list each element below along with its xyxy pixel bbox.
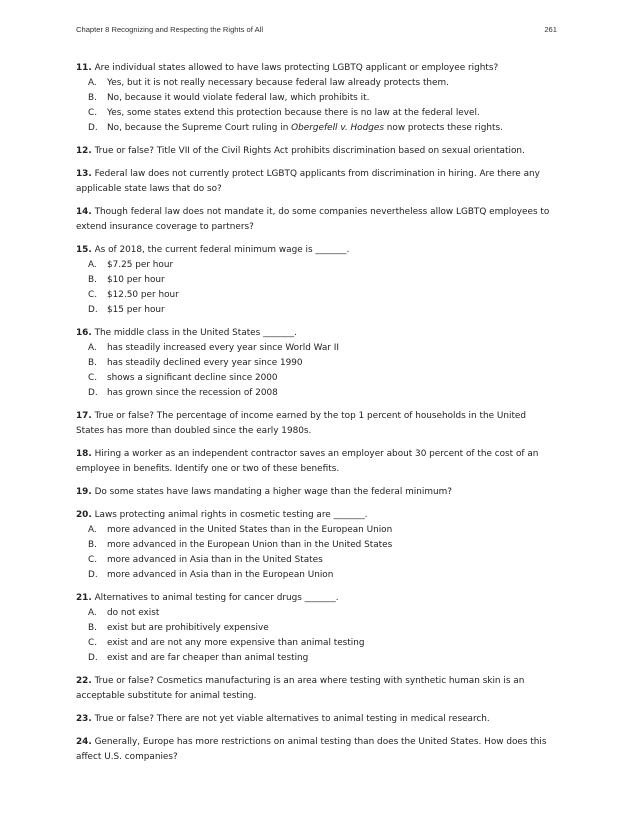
answer-options (76, 341, 556, 401)
question-item (76, 326, 556, 401)
question-stem: Generally, Europe has more restrictions on animal testing than does the United States. How does this affect U.S. companies? (76, 737, 547, 762)
question-text (76, 409, 556, 439)
question-text (76, 591, 556, 606)
question-stem: Alternatives to animal testing for cancer drugs _______. (94, 593, 339, 603)
answer-option (76, 636, 556, 651)
option-text: shows a significant decline since 2000 (107, 373, 278, 383)
question-stem: Hiring a worker as an independent contractor saves an employer about 30 percent of the cost of an employee in benefits. Identify one or two of these benefits. (76, 449, 539, 474)
answer-option (76, 651, 556, 666)
question-item (76, 591, 556, 666)
answer-options (76, 76, 556, 136)
answer-option (76, 386, 556, 401)
answer-option (76, 621, 556, 636)
answer-option (76, 288, 556, 303)
chapter-title: Chapter 8 Recognizing and Respecting the Rights of All (76, 25, 264, 34)
option-letter: A. (88, 525, 97, 535)
option-text: exist and are not any more expensive than animal testing (107, 638, 365, 648)
answer-option (76, 273, 556, 288)
question-number: 17. (76, 411, 92, 421)
option-text: Yes, but it is not really necessary because federal law already protects them. (107, 78, 449, 88)
answer-option (76, 568, 556, 583)
question-stem: As of 2018, the current federal minimum wage is _______. (94, 245, 350, 255)
answer-option (76, 356, 556, 371)
option-letter: A. (88, 343, 97, 353)
answer-option (76, 303, 556, 318)
question-item (76, 508, 556, 583)
question-number: 19. (76, 487, 92, 497)
option-letter: B. (88, 623, 97, 633)
question-number: 13. (76, 169, 92, 179)
question-text (76, 167, 556, 197)
question-item (76, 61, 556, 136)
option-text (107, 121, 556, 136)
answer-option (76, 523, 556, 538)
option-letter: D. (88, 388, 98, 398)
question-text (76, 674, 556, 704)
question-text (76, 508, 556, 523)
answer-option (76, 258, 556, 273)
option-letter: C. (88, 638, 98, 648)
question-stem: True or false? Cosmetics manufacturing is an area where testing with synthetic human skin is an acceptable substitute for animal testing. (76, 676, 525, 701)
question-stem: True or false? The percentage of income earned by the top 1 percent of households in the United States has more than doubled since the early 1980s. (76, 411, 527, 436)
option-text-part: now protects these rights. (383, 123, 503, 133)
answer-option (76, 606, 556, 621)
option-text: more advanced in Asia than in the United States (107, 555, 323, 565)
answer-option (76, 341, 556, 356)
answer-option (76, 76, 556, 91)
question-number: 15. (76, 245, 92, 255)
answer-option (76, 538, 556, 553)
option-text: $10 per hour (107, 275, 165, 285)
option-letter: C. (88, 290, 98, 300)
question-stem: Do some states have laws mandating a higher wage than the federal minimum? (94, 487, 452, 497)
option-letter: B. (88, 275, 97, 285)
answer-option (76, 106, 556, 121)
option-text: $15 per hour (107, 305, 165, 315)
option-letter: A. (88, 260, 97, 270)
question-number: 22. (76, 676, 92, 686)
question-item (76, 167, 556, 197)
question-item (76, 243, 556, 318)
question-text (76, 61, 556, 76)
option-text: $12.50 per hour (107, 290, 179, 300)
question-number: 24. (76, 737, 92, 747)
answer-options (76, 523, 556, 583)
running-header (76, 25, 557, 34)
question-item (76, 735, 556, 765)
question-number: 18. (76, 449, 92, 459)
question-item (76, 447, 556, 477)
question-stem: True or false? There are not yet viable alternatives to animal testing in medical research. (94, 714, 490, 724)
question-stem: Are individual states allowed to have laws protecting LGBTQ applicant or employee rights? (94, 63, 499, 73)
option-letter: C. (88, 373, 98, 383)
question-stem: Though federal law does not mandate it, do some companies nevertheless allow LGBTQ employees to extend insurance coverage to partners? (76, 207, 550, 232)
question-item (76, 485, 556, 500)
option-text: $7.25 per hour (107, 260, 174, 270)
option-text-part: No, because the Supreme Court ruling in (107, 123, 292, 133)
question-number: 20. (76, 510, 92, 520)
option-text: exist and are far cheaper than animal testing (107, 653, 309, 663)
option-letter: D. (88, 305, 98, 315)
answer-options (76, 258, 556, 318)
question-text (76, 735, 556, 765)
option-text: has grown since the recession of 2008 (107, 388, 278, 398)
option-letter: A. (88, 78, 97, 88)
option-text: more advanced in Asia than in the European Union (107, 570, 334, 580)
option-letter: D. (88, 570, 98, 580)
answer-option (76, 91, 556, 106)
option-text: has steadily declined every year since 1990 (107, 358, 303, 368)
option-letter: D. (88, 123, 98, 133)
question-number: 14. (76, 207, 92, 217)
option-letter: B. (88, 540, 97, 550)
question-stem: The middle class in the United States _______. (94, 328, 297, 338)
answer-option (76, 371, 556, 386)
question-stem: Federal law does not currently protect LGBTQ applicants from discrimination in hiring. Are there any applicable state laws that do so? (76, 169, 540, 194)
question-text (76, 447, 556, 477)
question-item (76, 712, 556, 727)
option-text: more advanced in the European Union than in the United States (107, 540, 393, 550)
question-stem: Laws protecting animal rights in cosmetic testing are _______. (94, 510, 368, 520)
option-letter: B. (88, 358, 97, 368)
page-number: 261 (544, 25, 557, 34)
option-letter: A. (88, 608, 97, 618)
question-number: 12. (76, 146, 92, 156)
question-number: 21. (76, 593, 92, 603)
option-text: has steadily increased every year since World War II (107, 343, 340, 353)
option-text: do not exist (107, 608, 160, 618)
question-stem: True or false? Title VII of the Civil Rights Act prohibits discrimination based on sexual orientation. (94, 146, 525, 156)
question-number: 11. (76, 63, 92, 73)
question-item (76, 205, 556, 235)
answer-option (76, 553, 556, 568)
question-list (76, 61, 556, 773)
question-text (76, 205, 556, 235)
option-text: Yes, some states extend this protection because there is no law at the federal level. (107, 108, 480, 118)
option-text: more advanced in the United States than in the European Union (107, 525, 393, 535)
option-letter: C. (88, 555, 98, 565)
question-text (76, 326, 556, 341)
question-item (76, 674, 556, 704)
option-letter: D. (88, 653, 98, 663)
question-number: 16. (76, 328, 92, 338)
option-text: No, because it would violate federal law, which prohibits it. (107, 93, 370, 103)
option-letter: B. (88, 93, 97, 103)
question-text (76, 712, 556, 727)
question-item (76, 409, 556, 439)
question-text (76, 485, 556, 500)
question-text (76, 243, 556, 258)
option-letter: C. (88, 108, 98, 118)
question-text (76, 144, 556, 159)
answer-options (76, 606, 556, 666)
question-number: 23. (76, 714, 92, 724)
option-text: exist but are prohibitively expensive (107, 623, 269, 633)
question-item (76, 144, 556, 159)
case-name: Obergefell v. Hodges (291, 123, 384, 133)
answer-option (76, 121, 556, 136)
